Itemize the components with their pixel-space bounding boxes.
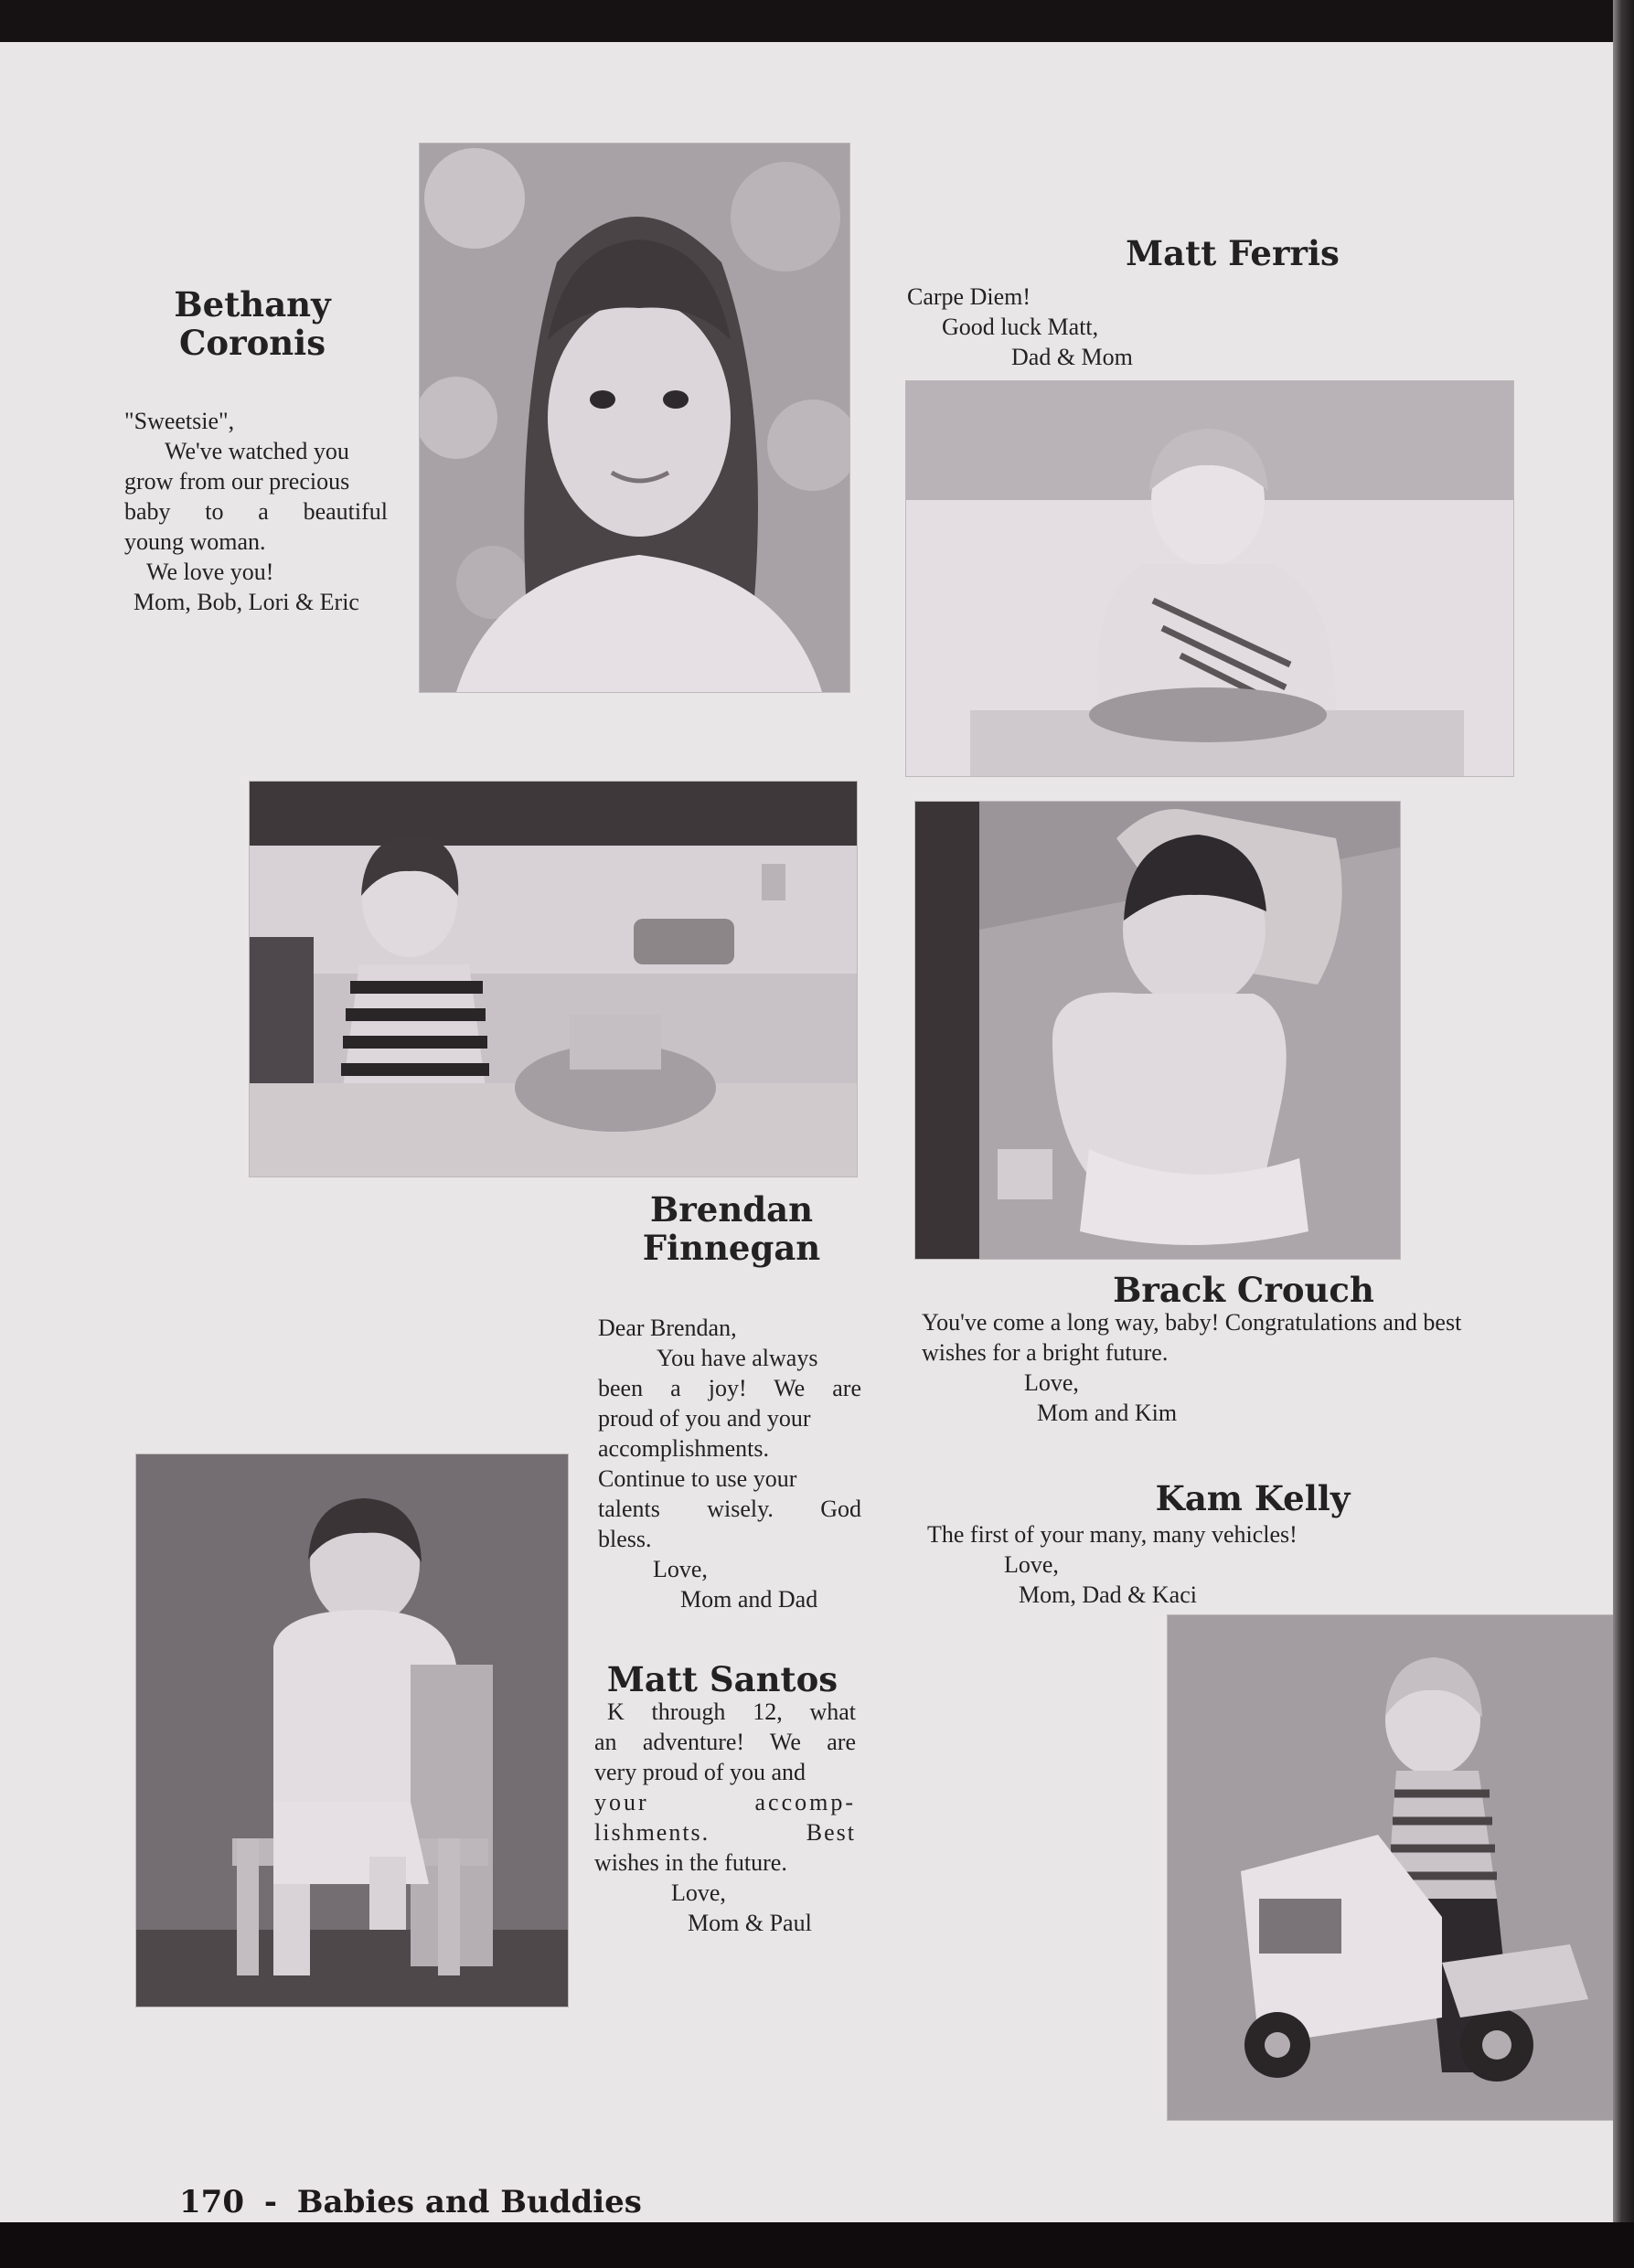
name-matt-ferris: Matt Ferris	[1126, 233, 1340, 273]
message-line: grow from our precious	[124, 468, 350, 495]
message-line: Love,	[653, 1556, 708, 1582]
message-line: We love you!	[146, 559, 274, 585]
yearbook-page	[0, 42, 1613, 2222]
page-footer	[179, 2184, 642, 2220]
message-line: very proud of you and	[594, 1759, 806, 1785]
message-line: Carpe Diem!	[907, 283, 1031, 310]
message-line: your accomp-	[594, 1789, 856, 1815]
message-line: lishments. Best	[594, 1819, 856, 1846]
message-line: Dad & Mom	[1011, 344, 1133, 370]
name-matt-santos: Matt Santos	[606, 1659, 838, 1699]
message-line: Mom & Paul	[688, 1910, 812, 1936]
message-line: Continue to use your	[598, 1465, 797, 1492]
message-line: Love,	[1024, 1369, 1079, 1396]
photo-matt-ferris	[905, 380, 1514, 777]
message-brendan-finnegan	[598, 1313, 861, 1614]
photo-brendan-finnegan	[249, 781, 858, 1177]
message-line: accomplishments.	[598, 1435, 770, 1462]
photo-brack-crouch	[914, 801, 1401, 1260]
message-line: Mom and Dad	[680, 1586, 818, 1613]
message-matt-santos	[594, 1697, 856, 1938]
message-line: wishes in the future.	[594, 1849, 787, 1876]
message-line: Mom and Kim	[1037, 1400, 1178, 1426]
name-brack-crouch: Brack Crouch	[1113, 1270, 1374, 1310]
message-line: Good luck Matt,	[942, 314, 1099, 340]
name-kam-kelly: Kam Kelly	[1155, 1478, 1351, 1518]
message-bethany-coronis	[124, 406, 388, 617]
message-line: K through 12, what	[607, 1698, 856, 1725]
message-line: been a joy! We are	[598, 1375, 861, 1401]
photo-bethany-coronis	[419, 143, 850, 693]
message-line: You have always	[657, 1345, 818, 1371]
message-line: The first of your many, many vehicles!	[927, 1521, 1298, 1548]
message-line: Dear Brendan,	[598, 1315, 737, 1341]
message-line: Love,	[1004, 1551, 1059, 1578]
message-line: Mom, Dad & Kaci	[1019, 1581, 1197, 1608]
message-line: talents wisely. God	[598, 1496, 861, 1522]
message-line: an adventure! We are	[594, 1729, 856, 1755]
scan-border-bottom	[0, 2222, 1634, 2268]
message-line: Love,	[671, 1879, 726, 1906]
name-brendan-finnegan: Brendan Finnegan	[642, 1189, 821, 1268]
name-bethany-coronis: Bethany Coronis	[174, 284, 331, 363]
message-line: Mom, Bob, Lori & Eric	[133, 589, 359, 615]
message-line: bless.	[598, 1526, 652, 1552]
message-line: proud of you and your	[598, 1405, 811, 1432]
page-edge-shadow	[1613, 0, 1634, 2268]
photo-kam-kelly	[1167, 1614, 1613, 2121]
message-matt-ferris	[907, 282, 1273, 372]
message-kam-kelly	[927, 1519, 1439, 1610]
message-line: You've come a long way, baby! Congratulations and best	[922, 1309, 1462, 1336]
message-line: young woman.	[124, 528, 266, 555]
section-title: Babies and Buddies	[296, 2184, 642, 2220]
message-line: We've watched you	[165, 438, 349, 464]
footer-separator: -	[263, 2184, 277, 2220]
message-line: baby to a beautiful	[124, 498, 388, 525]
message-brack-crouch	[922, 1307, 1580, 1428]
page-number: 170	[179, 2184, 244, 2220]
message-line: "Sweetsie",	[124, 408, 235, 434]
message-line: wishes for a bright future.	[922, 1339, 1169, 1366]
photo-matt-santos	[135, 1453, 569, 2007]
